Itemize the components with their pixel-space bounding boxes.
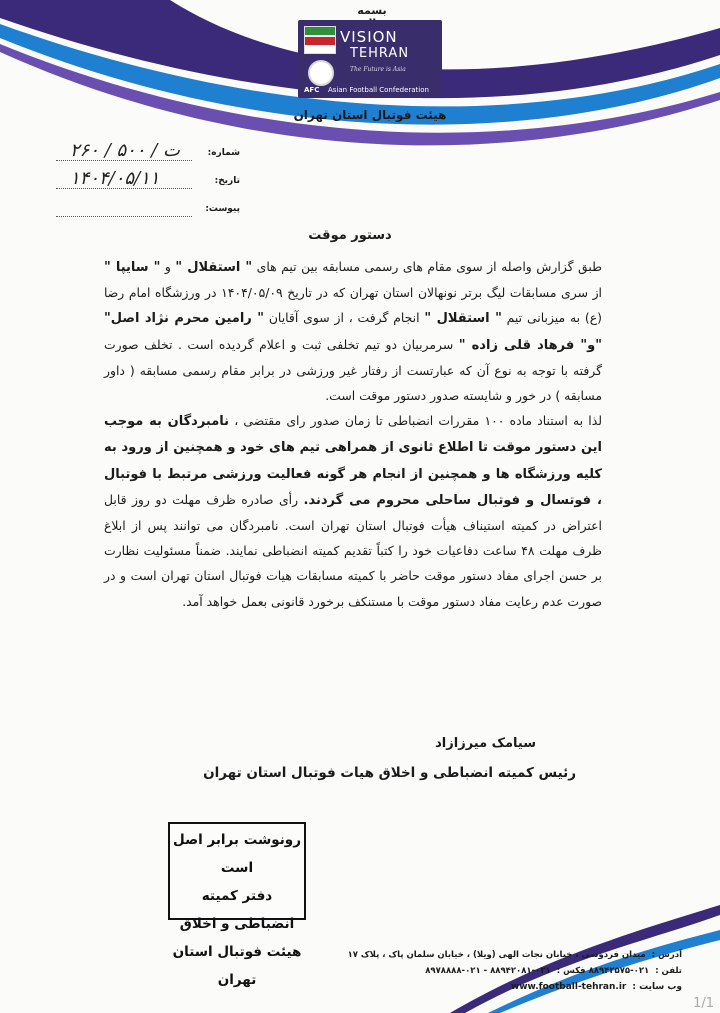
afc-abbr: AFC: [304, 86, 320, 94]
football-icon: [308, 60, 334, 86]
attachment-row: [40, 196, 240, 224]
logo-line1: VISION: [340, 28, 398, 46]
paragraph-2: لذا به استناد ماده ۱۰۰ مقررات انضباطی تا زمان صدور رای مقتضی ، نامبردگان به موجب این دستور موقت تا اطلاع ثانوی از همراهی تیم های خود و همچنین از ورود به کلیه ورزشگاه ها و همچنین از انجام هر گونه فعالیت ورزشی مرتبط با فوتبال ، فوتسال و فوتبال ساحلی محروم می گردند. رأی صادره ظرف مهلت دو روز قابل اعتراض در کمیته استیناف هیأت فوتبال استان تهران است. نامبردگان می توانند پس از ابلاغ ظرف مهلت ۴۸ ساعت دفاعیات خود را کتباً تقدیم کمیته انضباطی نمایند. ضمناً مسئولیت نظارت بر حسن اجرای مفاد دستور موقت حاضر با کمیته مسابقات هیات فوتبال استان تهران است و در صورت عدم رعایت مفاد دستور موقت با مستنکف برخورد قانونی بعمل خواهد آمد.: [104, 413, 603, 609]
logo-tagline: The Future is Asia: [350, 66, 406, 73]
document-body: [104, 254, 602, 614]
document-title: دستور موقت: [308, 228, 392, 243]
date-row: [40, 168, 240, 196]
number-value: ۲۶۰ / ۵۰۰ / ت: [70, 140, 180, 161]
iran-flag-icon: [304, 26, 336, 54]
signer-position: رئیس کمیته انضباطی و اخلاق هیات فوتبال استان تهران: [203, 765, 576, 781]
letter-meta: [40, 140, 240, 224]
organization-name: هیئت فوتبال استان تهران: [293, 108, 447, 122]
vision-tehran-logo: [298, 20, 442, 98]
footer-contact: [322, 950, 682, 998]
number-label: شماره:: [207, 148, 240, 158]
paragraph-1: طبق گزارش واصله از سوی مقام های رسمی مسابقه بین تیم های " استقلال " و " سایپا " از سری مسابقات لیگ برتر نونهالان استان تهران که در تاریخ ۱۴۰۴/۰۵/۰۹ در ورزشگاه امام رضا (ع) به میزبانی تیم " استقلال " انجام گرفت ، از سوی آقایان " رامین محرم نژاد اصل" "و" فرهاد قلی زاده " سرمربیان دو تیم تخلفی ثبت و اعلام گردیده است . تخلف صورت گرفته با توجه به نوع آن که عبارتست از رفتار غیر ورزشی در برابر مقام رسمی مسابقه ( داور مسابقه ) در خور و شایسته صدور دستور موقت است.: [104, 259, 602, 404]
date-label: تاریخ:: [214, 176, 240, 186]
footer-phone: تلفن :۰۲۱-۸۸۹۴۲۵۷۵ فکس :۰۲۱-۸۸۹۴۲۰۸۱ - ۰۲۱-۸۹۷۸۸۸۸: [425, 966, 682, 976]
signature-block: [96, 736, 576, 781]
footer-website: وب سایت :www.football-tehran.ir: [510, 982, 682, 992]
bismillah-text: بسمه: [357, 4, 387, 17]
afc-name: Asian Football Confederation: [328, 86, 429, 94]
attachment-label: پیوست:: [205, 204, 240, 214]
page-number: 1/1: [693, 996, 714, 1011]
footer-address: آدرس :میدان فردوسی ، خیابان نجات الهی (ویلا) ، خیابان سلمان پاک ، پلاک ۱۷: [347, 950, 682, 960]
number-row: [40, 140, 240, 168]
date-value: ۱۴۰۴/۰۵/۱۱: [70, 168, 160, 189]
logo-line2: TEHRAN: [350, 46, 410, 61]
certified-copy-stamp: رونوشت برابر اصل است دفتر کمیته انضباطی و اخلاق هیئت فوتبال استان تهران: [168, 822, 306, 920]
signer-name: سیامک میرزازاد: [435, 736, 536, 751]
